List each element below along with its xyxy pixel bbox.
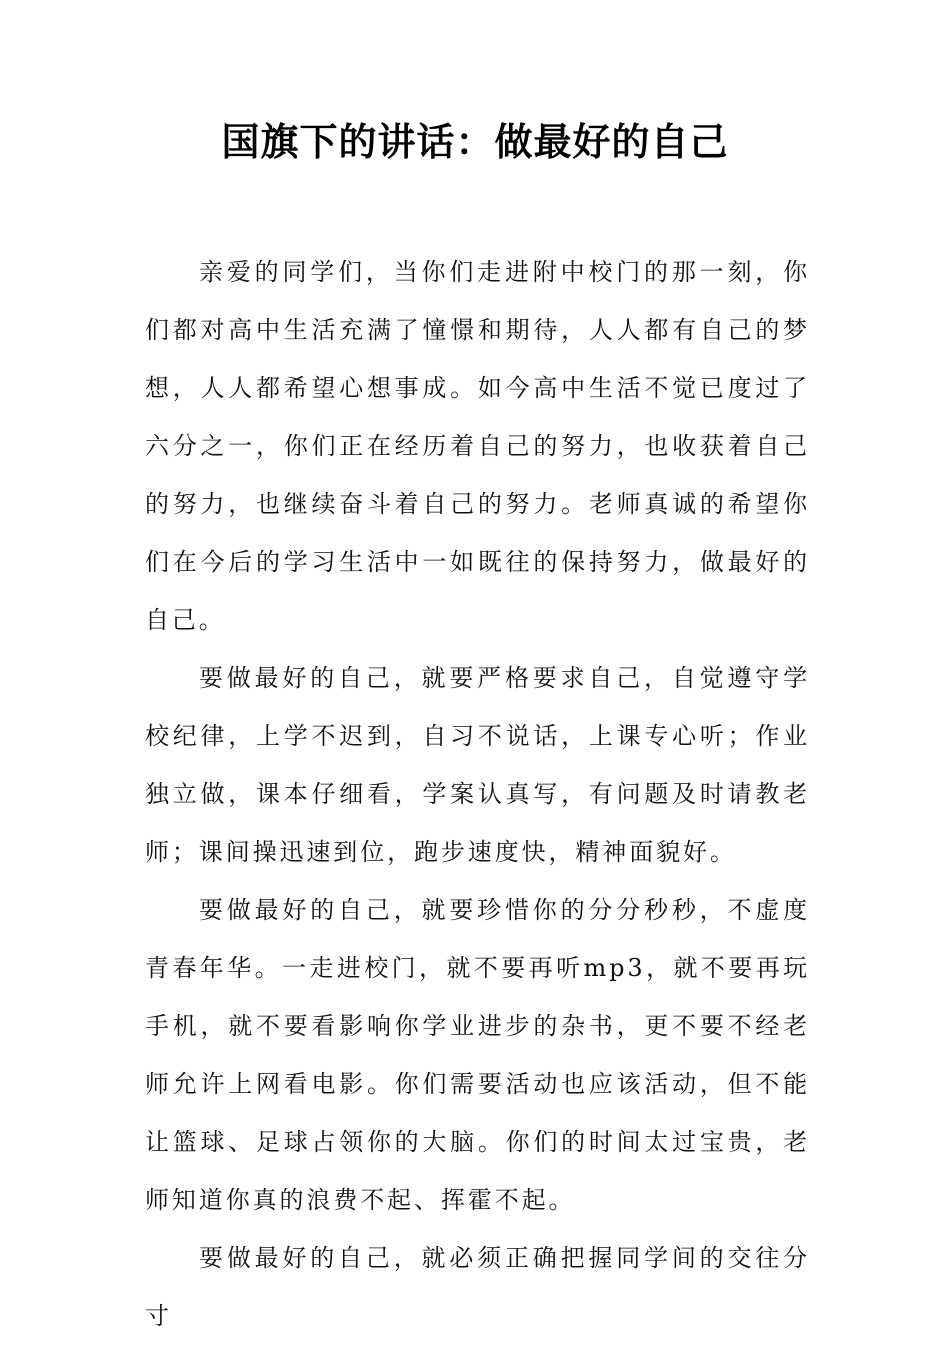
document-body: [145, 243, 810, 1345]
paragraph-1: 亲爱的同学们，当你们走进附中校门的那一刻，你们都对高中生活充满了憧憬和期待，人人都有自己的梦想，人人都希望心想事成。如今高中生活不觉已度过了六分之一，你们正在经历着自己的努力，也收获着自己的努力，也继续奋斗着自己的努力。老师真诚的希望你们在今后的学习生活中一如既往的保持努力，做最好的自己。: [145, 258, 810, 634]
paragraph-2: 要做最好的自己，就要严格要求自己，自觉遵守学校纪律，上学不迟到，自习不说话，上课专心听；作业独立做，课本仔细看，学案认真写，有问题及时请教老师；课间操迅速到位，跑步速度快，精神面貌好。: [145, 664, 810, 866]
paragraph-3: 要做最好的自己，就要珍惜你的分分秒秒，不虚度青春年华。一走进校门，就不要再听mp3，就不要再玩手机，就不要看影响你学业进步的杂书，更不要不经老师允许上网看电影。你们需要活动也应该活动，但不能让篮球、足球占领你的大脑。你们的时间太过宝贵，老师知道你真的浪费不起、挥霍不起。: [145, 896, 810, 1214]
paragraph-4: 要做最好的自己，就必须正确把握同学间的交往分寸: [145, 1244, 810, 1330]
document-title: 国旗下的讲话：做最好的自己: [221, 120, 729, 164]
